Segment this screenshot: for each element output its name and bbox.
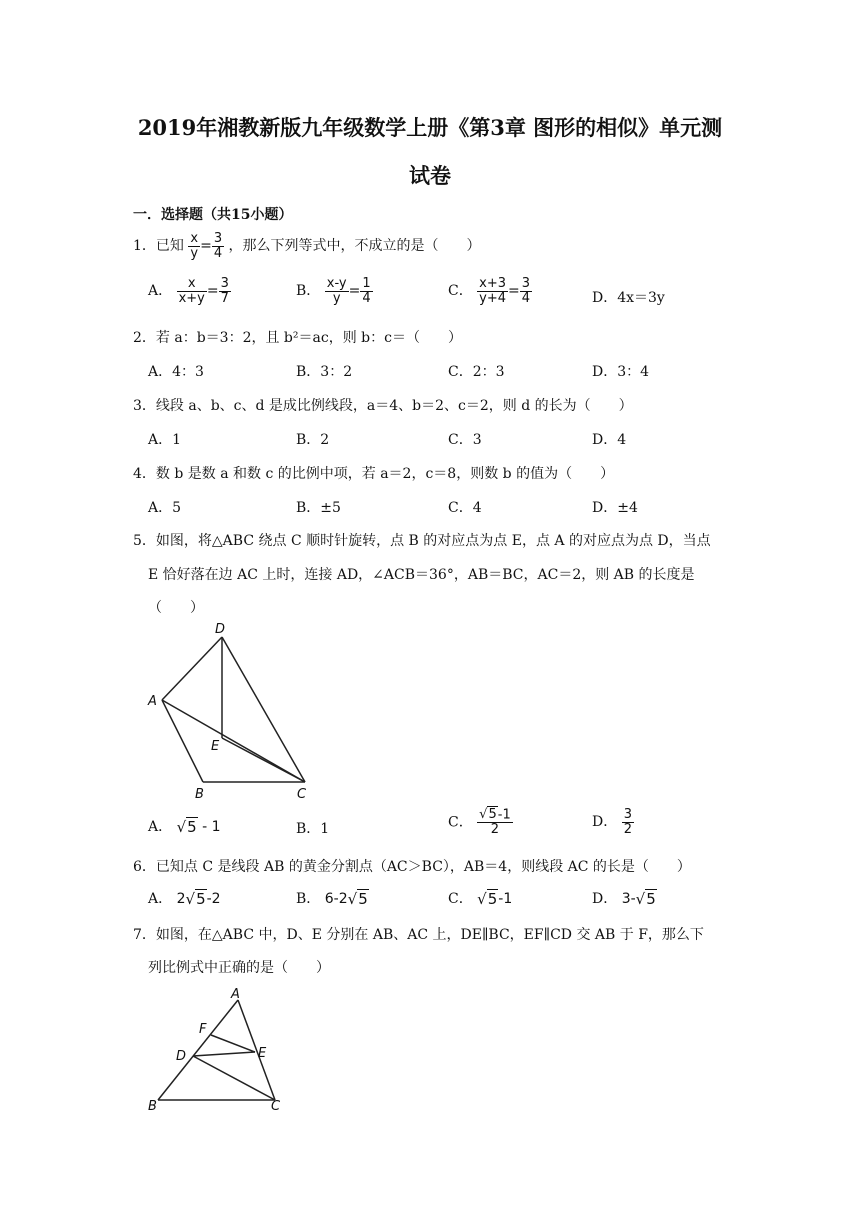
question-6: 6．已知点 C 是线段 AB 的黄金分割点（AC＞BC），AB＝4，则线段 AC 的长是（ ） — [133, 859, 691, 875]
q4-option-c[interactable]: C．4 — [448, 500, 482, 516]
q4-option-a[interactable]: A．5 — [148, 500, 182, 516]
question-5-line-1: 5．如图，将△ABC 绕点 C 顺时针旋转，点 B 的对应点为点 E，点 A 的对应点为点 D，当点 — [133, 533, 711, 549]
q3-option-b[interactable]: B．2 — [296, 432, 330, 448]
point-label-d: D — [215, 622, 226, 637]
question-5-line-2: E 恰好落在边 AC 上时，连接 AD，∠ACB＝36°，AB＝BC，AC＝2，则 AB 的长度是 — [148, 567, 695, 583]
q2-option-a[interactable]: A．4：3 — [148, 364, 204, 380]
question-4: 4．数 b 是数 a 和数 c 的比例中项，若 a＝2，c＝8，则数 b 的值为（ ） — [133, 466, 615, 482]
q5-triangle-figure — [145, 618, 315, 804]
q2-option-d[interactable]: D．3：4 — [592, 364, 650, 380]
q5-option-a[interactable]: A． √5 - 1 — [148, 818, 221, 836]
q5-option-b[interactable]: B．1 — [296, 821, 330, 837]
q5-option-d[interactable]: D． $\frac{3}{2}$ — [592, 807, 632, 837]
point-label-a: A — [231, 987, 240, 1002]
q6-option-d[interactable]: D． 3-√5 — [592, 890, 656, 908]
point-label-e: E — [258, 1046, 267, 1061]
given-fraction-left: $\frac{x}{y}$ — [190, 231, 199, 261]
q6-option-a[interactable]: A． 2√5-2 — [148, 890, 221, 908]
q1-option-d[interactable]: D．4x＝3y — [592, 290, 665, 306]
segment-ab — [158, 1000, 238, 1100]
q6-option-b[interactable]: B． 6-2√5 — [296, 890, 368, 908]
point-label-c: C — [297, 787, 307, 802]
q3-option-c[interactable]: C．3 — [448, 432, 482, 448]
segment-ac — [238, 1000, 275, 1100]
q6-option-c[interactable]: C． √5-1 — [448, 890, 513, 908]
q3-option-a[interactable]: A．1 — [148, 432, 182, 448]
point-label-b: B — [148, 1099, 157, 1114]
q3-option-d[interactable]: D．4 — [592, 432, 627, 448]
q2-option-c[interactable]: C．2：3 — [448, 364, 505, 380]
q4-option-b[interactable]: B．±5 — [296, 500, 341, 516]
question-2: 2．若 a：b＝3：2，且 b²＝ac，则 b：c＝（ ） — [133, 330, 462, 346]
question-1-number: 1．已知 — [133, 238, 184, 255]
document-title: 2019年湘教新版九年级数学上册《第3章 图形的相似》单元测 — [137, 115, 723, 140]
segment-dc — [193, 1056, 275, 1100]
question-7-line-1: 7．如图，在△ABC 中，D、E 分别在 AB、AC 上，DE∥BC，EF∥CD 交 AB 于 F，那么下 — [133, 927, 704, 943]
segment-ef — [211, 1035, 255, 1052]
q1-option-b[interactable]: B． $\frac{x-y}{y}$ = $\frac{1}{4}$ — [296, 276, 371, 306]
question-1: 1．已知 $\frac{x}{y}$ = $\frac{3}{4}$ ，那么下列等式中，不成立的是（ ） — [133, 231, 481, 261]
document-title-cont: 试卷 — [409, 163, 451, 188]
point-label-a: A — [148, 694, 157, 709]
segment-de — [193, 1052, 255, 1056]
given-fraction-right: $\frac{3}{4}$ — [213, 231, 223, 261]
q7-triangle-figure — [145, 984, 295, 1114]
point-label-f: F — [199, 1022, 207, 1037]
point-label-d: D — [176, 1049, 187, 1064]
q2-option-b[interactable]: B．3：2 — [296, 364, 353, 380]
point-label-e: E — [211, 739, 220, 754]
section-heading: 一．选择题（共15小题） — [133, 207, 293, 223]
question-7-line-2: 列比例式中正确的是（ ） — [148, 960, 330, 976]
q1-option-a[interactable]: A． $\frac{x}{x+y}$ = $\frac{3}{7}$ — [148, 276, 229, 306]
q1-option-c[interactable]: C． $\frac{x+3}{y+4}$ = $\frac{3}{4}$ — [448, 276, 531, 306]
question-1-text: ，那么下列等式中，不成立的是（ ） — [228, 238, 481, 255]
segment-ac — [162, 700, 305, 782]
point-label-c: C — [271, 1099, 281, 1114]
q4-option-d[interactable]: D．±4 — [592, 500, 638, 516]
question-5-line-3: （ ） — [148, 600, 204, 616]
segment-da — [162, 637, 222, 700]
point-label-b: B — [195, 787, 204, 802]
question-3: 3．线段 a、b、c、d 是成比例线段，a＝4、b＝2、c＝2，则 d 的长为（ ） — [133, 398, 633, 414]
q5-option-c[interactable]: C． $\frac{√5-1}{2}$ — [448, 807, 511, 837]
